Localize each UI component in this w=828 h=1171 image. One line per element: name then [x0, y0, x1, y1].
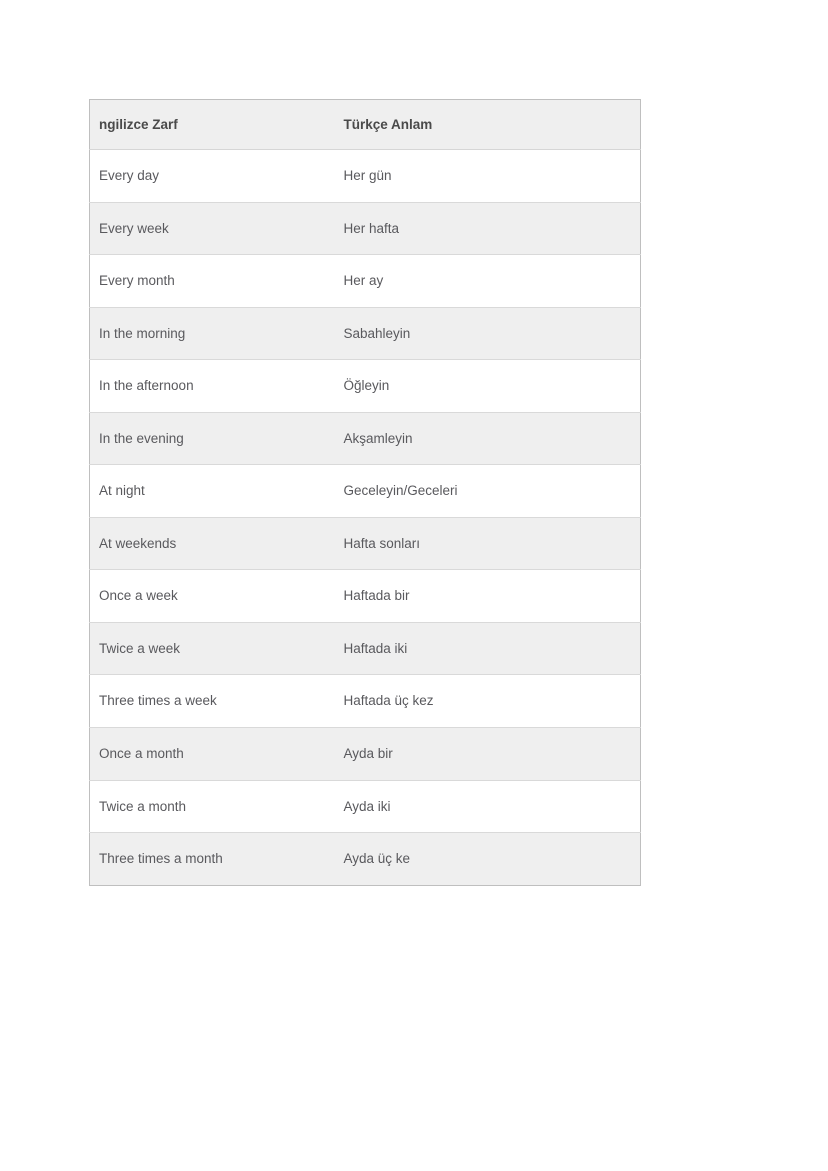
cell-turkish: Ayda iki: [335, 780, 641, 833]
vocabulary-table-container: [89, 99, 640, 886]
table-body: [90, 150, 641, 886]
cell-turkish: Her hafta: [335, 202, 641, 255]
cell-english: In the morning: [90, 307, 335, 360]
table-row: [90, 517, 641, 570]
table-row: [90, 780, 641, 833]
table-row: [90, 728, 641, 781]
table-header-row: [90, 100, 641, 150]
vocabulary-table: [89, 99, 641, 886]
cell-english: Three times a month: [90, 833, 335, 886]
cell-turkish: Haftada üç kez: [335, 675, 641, 728]
cell-english: Once a month: [90, 728, 335, 781]
table-row: [90, 675, 641, 728]
cell-turkish: Ayda bir: [335, 728, 641, 781]
table-row: [90, 570, 641, 623]
cell-english: At weekends: [90, 517, 335, 570]
table-head: [90, 100, 641, 150]
table-row: [90, 150, 641, 203]
cell-english: In the afternoon: [90, 360, 335, 413]
cell-turkish: Haftada iki: [335, 622, 641, 675]
cell-english: Three times a week: [90, 675, 335, 728]
cell-turkish: Her gün: [335, 150, 641, 203]
table-row: [90, 307, 641, 360]
cell-english: In the evening: [90, 412, 335, 465]
table-row: [90, 622, 641, 675]
column-header-english: ngilizce Zarf: [90, 100, 335, 150]
cell-english: At night: [90, 465, 335, 518]
table-row: [90, 360, 641, 413]
cell-turkish: Geceleyin/Geceleri: [335, 465, 641, 518]
cell-turkish: Ayda üç ke: [335, 833, 641, 886]
table-row: [90, 833, 641, 886]
cell-english: Twice a month: [90, 780, 335, 833]
cell-turkish: Akşamleyin: [335, 412, 641, 465]
cell-english: Every week: [90, 202, 335, 255]
cell-turkish: Haftada bir: [335, 570, 641, 623]
cell-turkish: Öğleyin: [335, 360, 641, 413]
cell-english: Every day: [90, 150, 335, 203]
table-row: [90, 412, 641, 465]
cell-english: Twice a week: [90, 622, 335, 675]
cell-turkish: Sabahleyin: [335, 307, 641, 360]
cell-english: Every month: [90, 255, 335, 308]
cell-turkish: Her ay: [335, 255, 641, 308]
cell-english: Once a week: [90, 570, 335, 623]
cell-turkish: Hafta sonları: [335, 517, 641, 570]
table-row: [90, 465, 641, 518]
table-row: [90, 202, 641, 255]
column-header-turkish: Türkçe Anlam: [335, 100, 641, 150]
table-row: [90, 255, 641, 308]
